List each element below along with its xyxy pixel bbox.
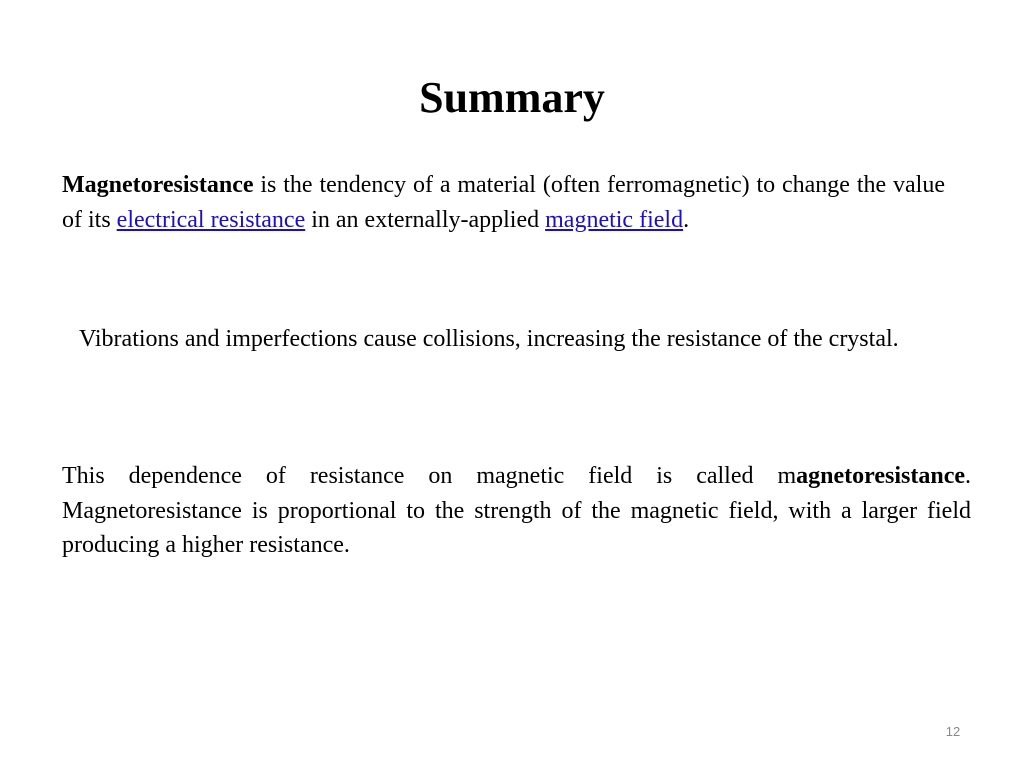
magnetic-field-link[interactable]: magnetic field xyxy=(545,206,684,233)
definition-text-b: in an externally-applied xyxy=(305,206,546,233)
electrical-resistance-link[interactable]: electrical resistance xyxy=(116,206,306,233)
magnetoresistance-term: Magnetoresistance xyxy=(62,172,254,198)
definition-text-c: . xyxy=(683,206,690,233)
dependence-paragraph xyxy=(62,459,971,563)
page-number: 12 xyxy=(945,724,961,739)
definition-paragraph xyxy=(62,168,945,237)
collisions-paragraph: Vibrations and imperfections cause collisions, increasing the resistance of the crystal. xyxy=(79,326,899,352)
dependence-text-b: . Magnetoresistance is proportional to the strength of the magnetic field, with a larger field producing a higher resistance. xyxy=(62,463,971,558)
definition-text-a: is the tendency of a material (often ferromagnetic) to change the value of its xyxy=(62,172,945,233)
magnetoresistance-bold-term: agnetoresistance xyxy=(796,463,965,489)
dependence-text-a: This dependence of resistance on magnetic field is called m xyxy=(62,463,797,489)
slide-title: Summary xyxy=(419,73,605,122)
